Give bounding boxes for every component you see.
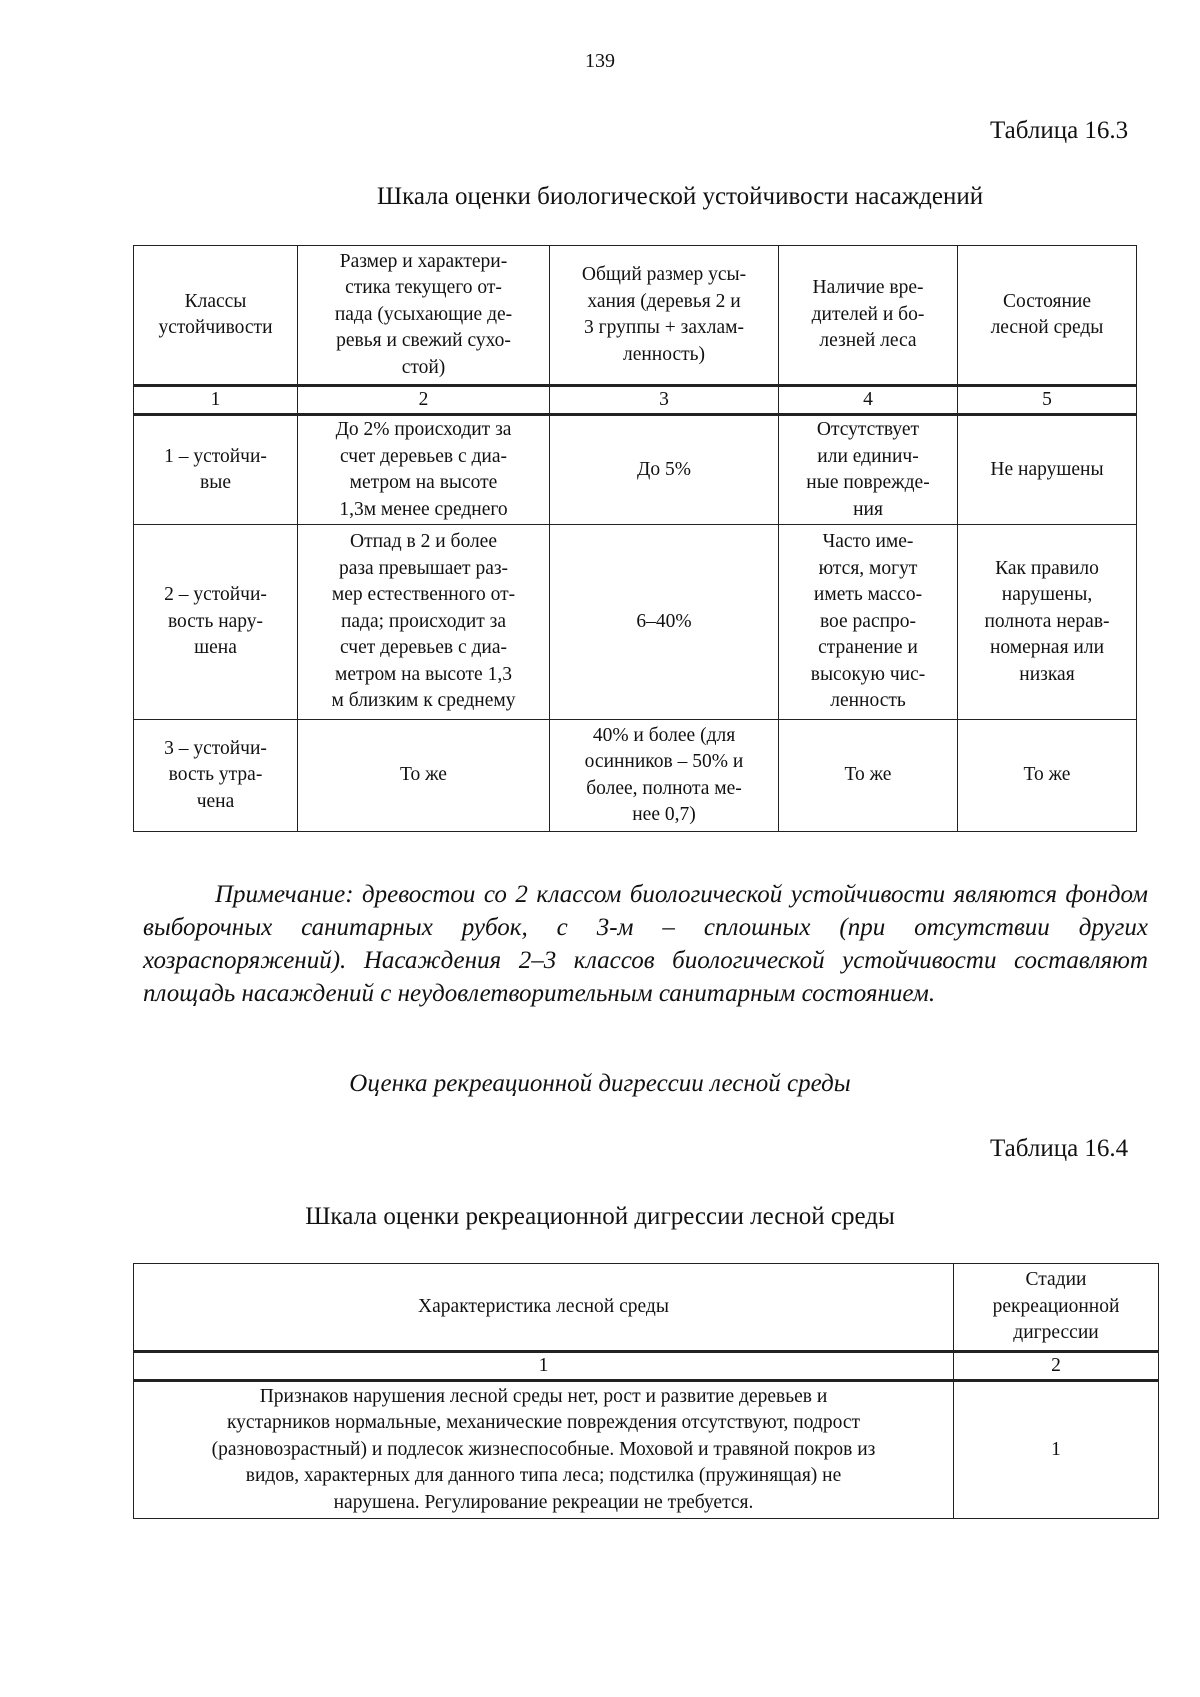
table2-label: Таблица 16.4 — [990, 1135, 1129, 1162]
t1-header-cell: Общий размер усы- хания (деревья 2 и 3 группы + захлам- ленность) — [550, 246, 779, 386]
t1-cell: То же — [958, 720, 1137, 832]
page-number: 139 — [585, 50, 615, 72]
t2-cell: 1 — [954, 1381, 1159, 1519]
t1-cell: Отсутствует или единич- ные поврежде- ния — [779, 415, 958, 525]
section-subheading: Оценка рекреационной дигрессии лесной среды — [349, 1070, 851, 1097]
t2-header-cell: Характеристика лесной среды — [134, 1264, 954, 1352]
table2-header-row — [134, 1264, 1159, 1352]
stability-table — [133, 245, 1137, 832]
table-row — [134, 525, 1137, 720]
table-row — [134, 415, 1137, 525]
table1-label: Таблица 16.3 — [990, 117, 1129, 144]
t1-header-cell: Наличие вре- дителей и бо- лезней леса — [779, 246, 958, 386]
t1-cell: То же — [779, 720, 958, 832]
t1-cell: 3 – устойчи- вость утра- чена — [134, 720, 298, 832]
t1-cell: 1 – устойчи- вые — [134, 415, 298, 525]
t1-col-number: 3 — [550, 386, 779, 415]
t1-cell: Как правило нарушены, полнота нерав- номерная или низкая — [958, 525, 1137, 720]
t1-cell: Отпад в 2 и более раза превышает раз- мер естественного от- пада; происходит за счет деревьев с диа- метром на высоте 1,3 м близким к среднему — [298, 525, 550, 720]
t1-col-number: 1 — [134, 386, 298, 415]
table1-title: Шкала оценки биологической устойчивости насаждений — [376, 183, 984, 210]
t1-cell: 6–40% — [550, 525, 779, 720]
t1-cell: 2 – устойчи- вость нару- шена — [134, 525, 298, 720]
t2-col-number: 2 — [954, 1352, 1159, 1381]
t2-col-number: 1 — [134, 1352, 954, 1381]
t1-cell: Часто име- ются, могут иметь массо- вое распро- странение и высокую чис- ленность — [779, 525, 958, 720]
table2-number-row — [134, 1352, 1159, 1381]
table-row — [134, 720, 1137, 832]
t1-col-number: 2 — [298, 386, 550, 415]
t1-cell: До 5% — [550, 415, 779, 525]
table2-title: Шкала оценки рекреационной дигрессии лесной среды — [305, 1203, 895, 1230]
t2-cell: Признаков нарушения лесной среды нет, рост и развитие деревьев и кустарников нормальные, механические повреждения отсутствуют, подрост (разновозрастный) и подлесок жизнеспособные. Моховой и травяной покров из видов, характерных для данного типа леса; подстилка (пружинящая) не нарушена. Регулирование рекреации не требуется. — [134, 1381, 954, 1519]
t1-header-cell: Размер и характери- стика текущего от- пада (усыхающие де- ревья и свежий сухо- стой) — [298, 246, 550, 386]
t1-cell: То же — [298, 720, 550, 832]
t1-header-cell: Классы устойчивости — [134, 246, 298, 386]
t2-header-cell: Стадии рекреационной дигрессии — [954, 1264, 1159, 1352]
table-row — [134, 1381, 1159, 1519]
note-paragraph: Примечание: древостои со 2 классом биологической устойчивости являются фондом выборочных санитарных рубок, с 3-м – сплошных (при отсутствии других хозраспоряжений). Насаждения 2–3 классов биологической устойчивости составляют площадь насаждений с неудовлетворительным санитарным состоянием. — [143, 881, 1148, 1007]
t1-cell: 40% и более (для осинников – 50% и более, полнота ме- нее 0,7) — [550, 720, 779, 832]
table1-header-row — [134, 246, 1137, 386]
t1-col-number: 4 — [779, 386, 958, 415]
digression-table — [133, 1263, 1159, 1519]
t1-cell: До 2% происходит за счет деревьев с диа- метром на высоте 1,3м менее среднего — [298, 415, 550, 525]
t1-header-cell: Состояние лесной среды — [958, 246, 1137, 386]
t1-col-number: 5 — [958, 386, 1137, 415]
t1-cell: Не нарушены — [958, 415, 1137, 525]
table1-number-row — [134, 386, 1137, 415]
